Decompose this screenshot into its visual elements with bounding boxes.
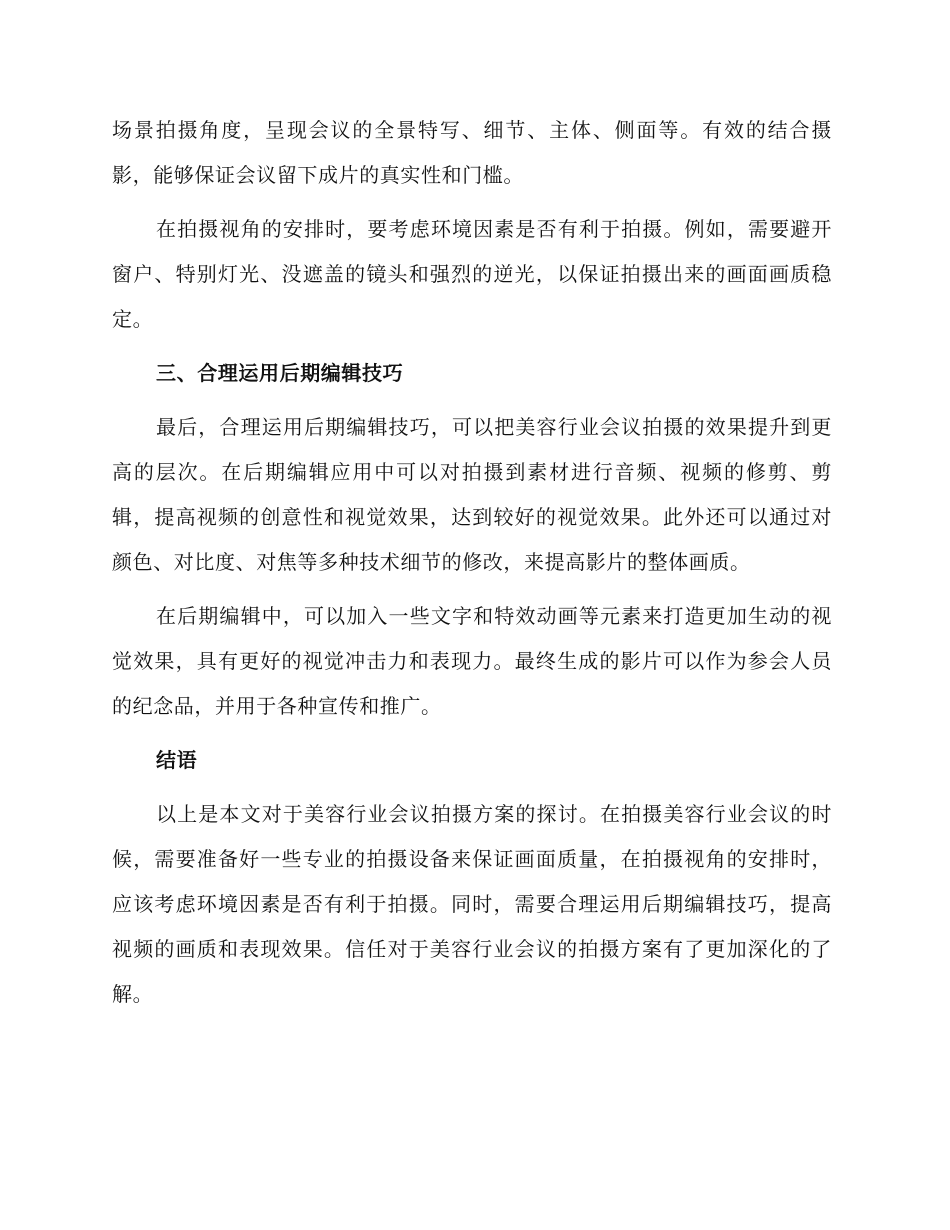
document-page (112, 108, 832, 1026)
paragraph-conclusion: 以上是本文对于美容行业会议拍摄方案的探讨。在拍摄美容行业会议的时候，需要准备好一些专业的拍摄设备来保证画面质量，在拍摄视角的安排时，应该考虑环境因素是否有利于拍摄。同时，需要合理运用后期编辑技巧，提高视频的画质和表现效果。信任对于美容行业会议的拍摄方案有了更加深化的了解。 (112, 802, 832, 1006)
paragraph-shooting-angle: 场景拍摄角度，呈现会议的全景特写、细节、主体、侧面等。有效的结合摄影，能够保证会议留下成片的真实性和门槛。 (112, 118, 832, 187)
paragraph-post-editing: 最后，合理运用后期编辑技巧，可以把美容行业会议拍摄的效果提升到更高的层次。在后期编辑应用中可以对拍摄到素材进行音频、视频的修剪、剪辑，提高视频的创意性和视觉效果，达到较好的视觉效果。此外还可以通过对颜色、对比度、对焦等多种技术细节的修改，来提高影片的整体画质。 (112, 415, 832, 574)
section-heading-post-editing: 三、合理运用后期编辑技巧 (156, 361, 404, 385)
paragraph-viewpoint: 在拍摄视角的安排时，要考虑环境因素是否有利于拍摄。例如，需要避开窗户、特别灯光、没遮盖的镜头和强烈的逆光，以保证拍摄出来的画面画质稳定。 (112, 217, 832, 331)
paragraph-effects: 在后期编辑中，可以加入一些文字和特效动画等元素来打造更加生动的视觉效果，具有更好的视觉冲击力和表现力。最终生成的影片可以作为参会人员的纪念品，并用于各种宣传和推广。 (112, 604, 832, 718)
section-heading-conclusion: 结语 (156, 748, 198, 772)
